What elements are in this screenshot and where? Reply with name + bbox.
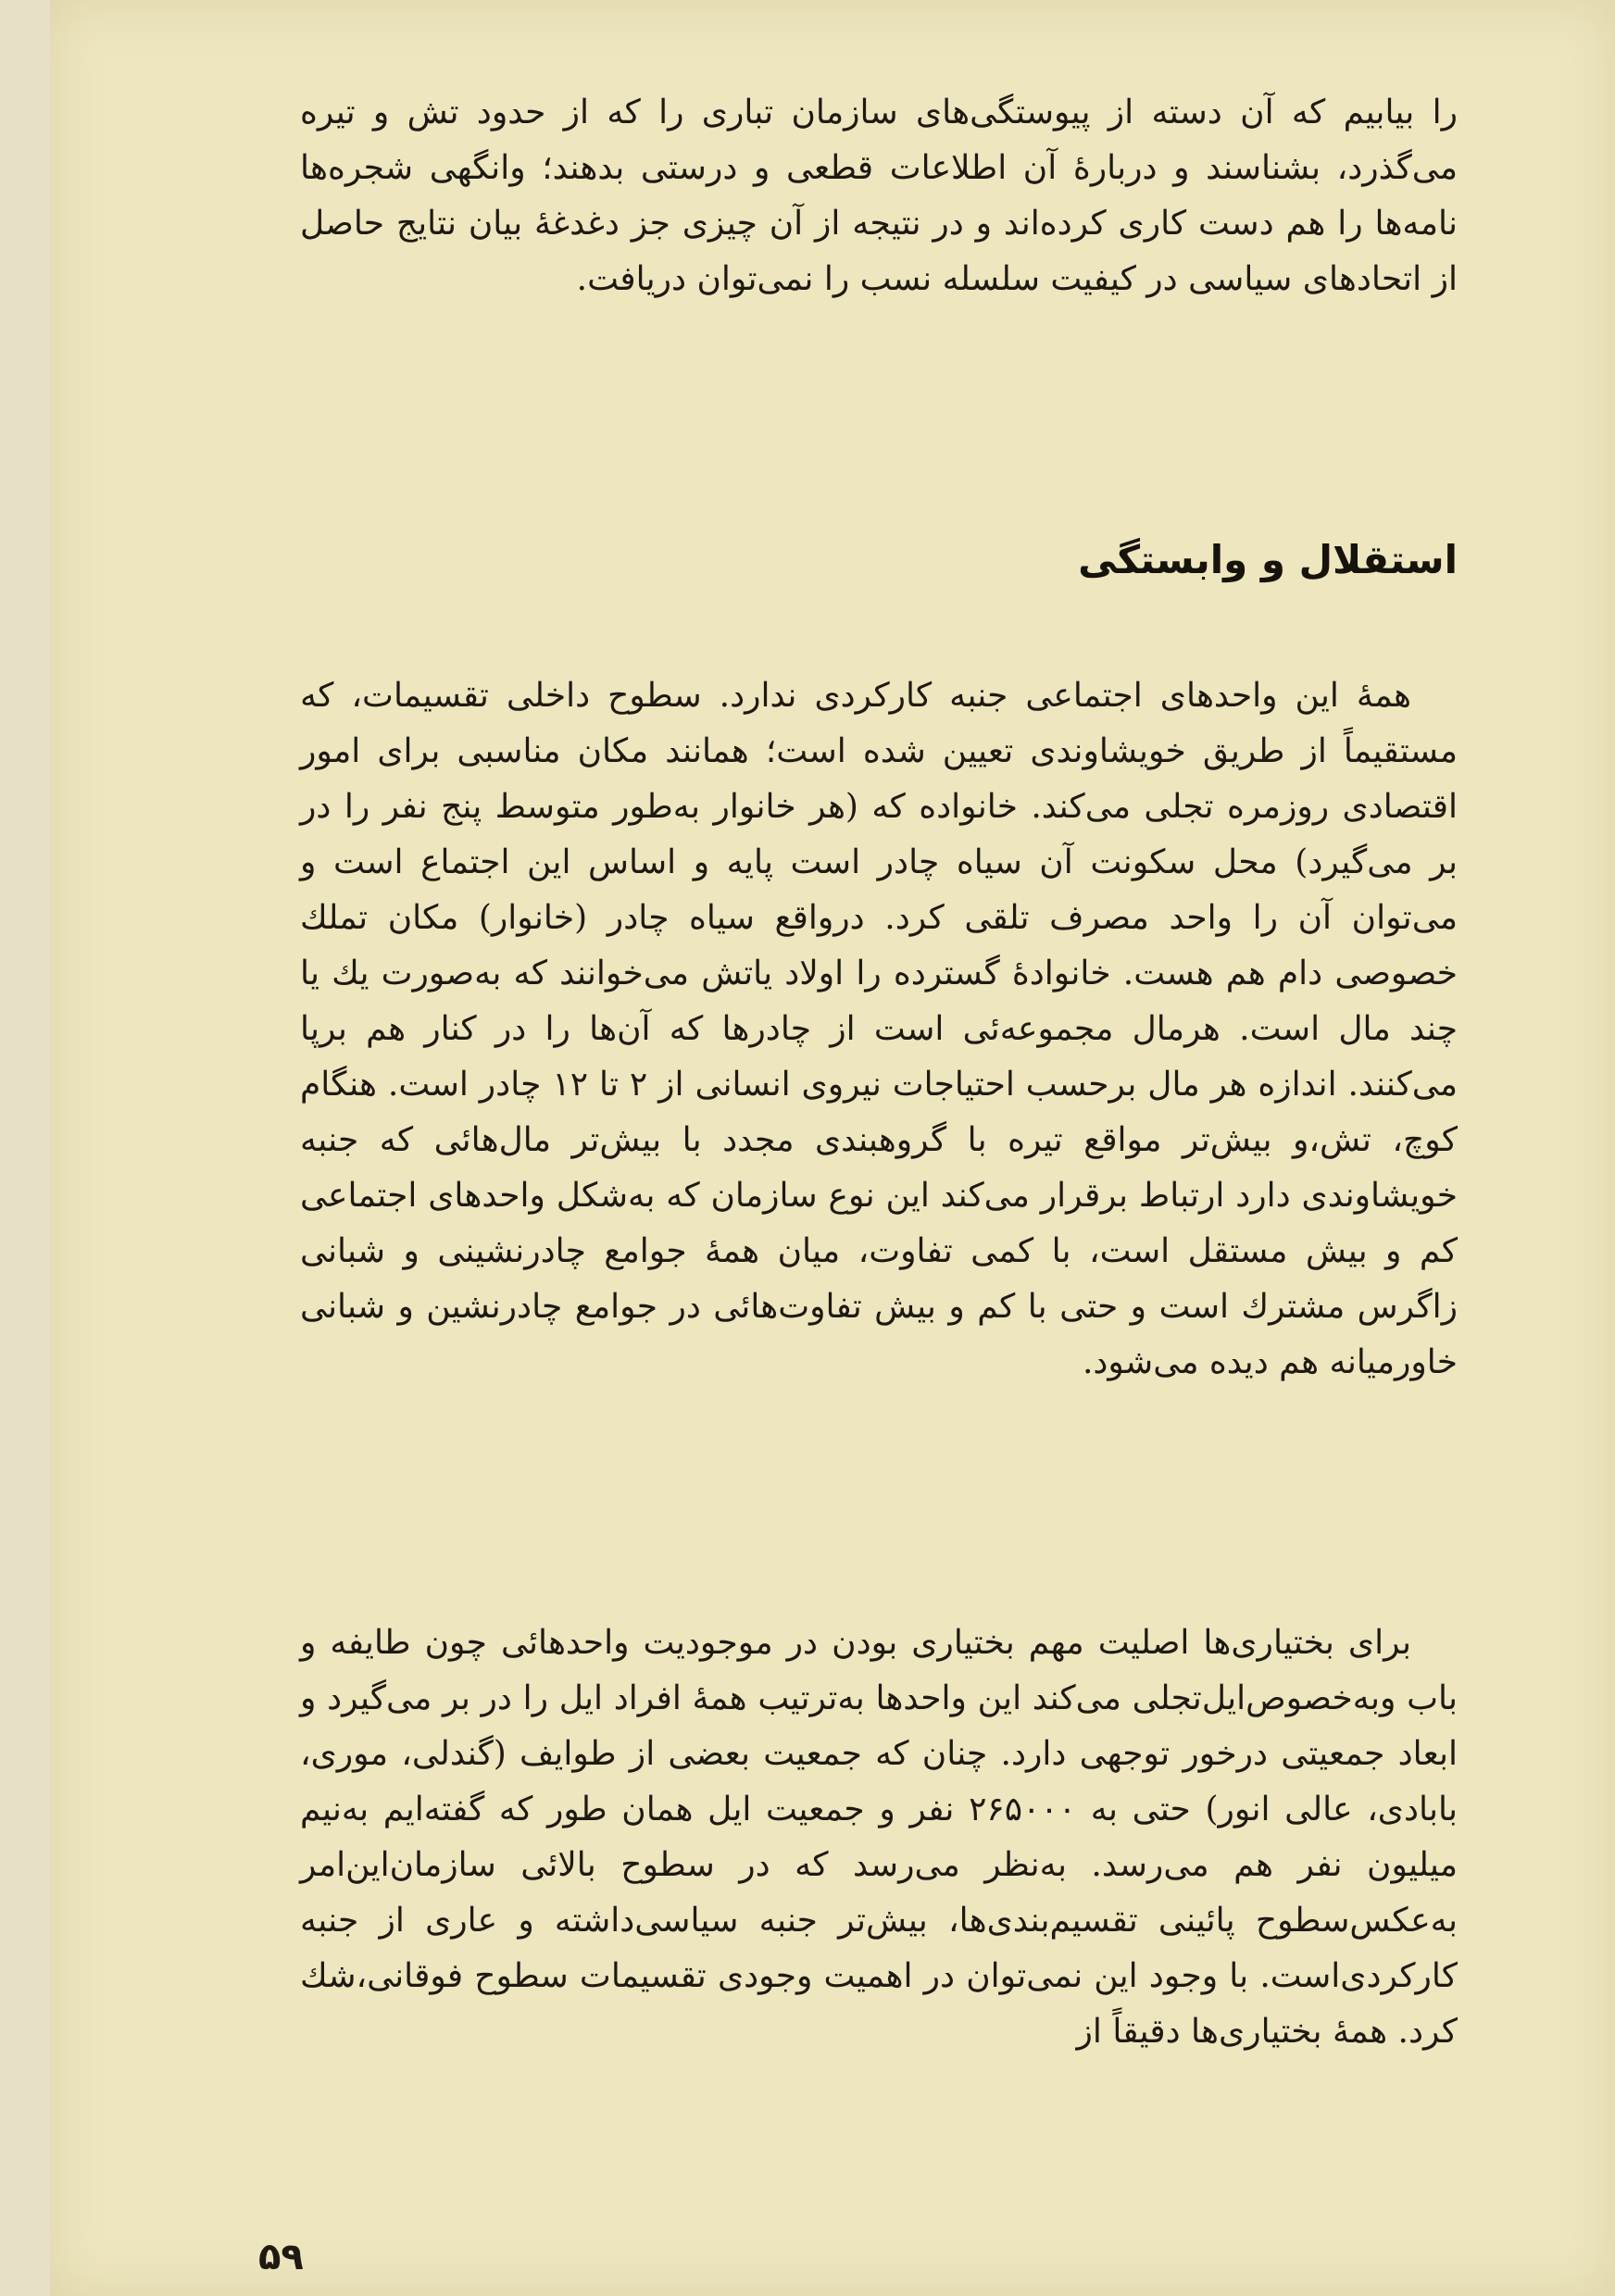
paragraph-continuation: را بیابیم که آن دسته از پیوستگی‌های سازمان تباری را که از حدود تش و تیره می‌گذرد، بشناسند و دربارهٔ آن اطلاعات قطعی و درستی بدهند؛ وانگهی شجره‌ها نامه‌ها را هم دست کاری کرده‌اند و در نتیجه از آن چیزی جز دغدغهٔ بیان نتایج حاصل از اتحادهای سیاسی در کیفیت سلسله نسب را نمی‌توان دریافت.	[300, 94, 1458, 298]
book-page	[50, 0, 1615, 2296]
section-heading-block	[300, 532, 1458, 588]
paragraph: همهٔ این واحدهای اجتماعی جنبه کارکردی ندارد. سطوح داخلی تقسیمات، که مستقیماً از طریق خویشاوندی تعیین شده است؛ همانند مکان مناسبی برای امور اقتصادی روزمره تجلی می‌کند. خانواده که (هر خانوار به‌طور متوسط پنج نفر را در بر می‌گیرد) محل سکونت آن سیاه چادر است پایه و اساس این اجتماع است و می‌توان آن را واحد مصرف تلقی کرد. درواقع سیاه چادر (خانوار) مکان تملك خصوصی دام هم هست. خانوادهٔ گسترده را اولاد یاتش می‌خوانند که به‌صورت يك یا چند مال است. هرمال مجموعه‌ئی است از چادرها که آن‌ها را در کنار هم برپا می‌کنند. اندازه هر مال برحسب احتیاجات نیروی انسانی از ۲ تا ۱۲ چادر است. هنگام کوچ، تش،و بیش‌تر مواقع تیره با گروهبندی مجدد با بیش‌تر مال‌هائی که جنبه خویشاوندی دارد ارتباط برقرار می‌کند این نوع سازمان که به‌شکل واحدهای اجتماعی کم و بیش مستقل است، با کمی تفاوت، میان همهٔ جوامع چادرنشینی و شبانی زاگرس مشترك است و حتی با کم و بیش تفاوت‌هائی در جوامع چادرنشین و شبانی خاورمیانه هم دیده می‌شود.	[300, 677, 1458, 1381]
text-block-top	[300, 85, 1458, 307]
text-block-bottom	[300, 1616, 1458, 2060]
page-number: ۵۹	[258, 2236, 304, 2278]
page-margin	[0, 0, 50, 2296]
paragraph: برای بختیاری‌ها اصلیت مهم بختیاری بودن در موجودیت واحدهائی چون طایفه و باب وبه‌خصوص‌ایل‌تجلی می‌کند این واحدها به‌ترتیب همهٔ افراد ایل را در بر می‌گیرد و ابعاد جمعیتی درخور توجهی دارد. چنان که جمعیت بعضی از طوایف (گندلی، موری، بابادی، عالی انور) حتی به ۲۶۵۰۰۰ نفر و جمعیت ایل همان طور که گفته‌ایم به‌نیم میلیون نفر هم می‌رسد. به‌نظر می‌رسد که در سطوح بالائی سازمان‌این‌امر به‌عکس‌سطوح پائینی تقسیم‌بندی‌ها، بیش‌تر جنبه سیاسی‌داشته و عاری از جنبه کارکردی‌است. با وجود این نمی‌توان در اهمیت وجودی تقسیمات سطوح فوقانی،شك کرد. همهٔ بختیاری‌ها دقیقاً از	[300, 1624, 1458, 2051]
section-heading: استقلال و وابستگی	[1078, 537, 1458, 582]
text-block-middle	[300, 668, 1458, 1391]
